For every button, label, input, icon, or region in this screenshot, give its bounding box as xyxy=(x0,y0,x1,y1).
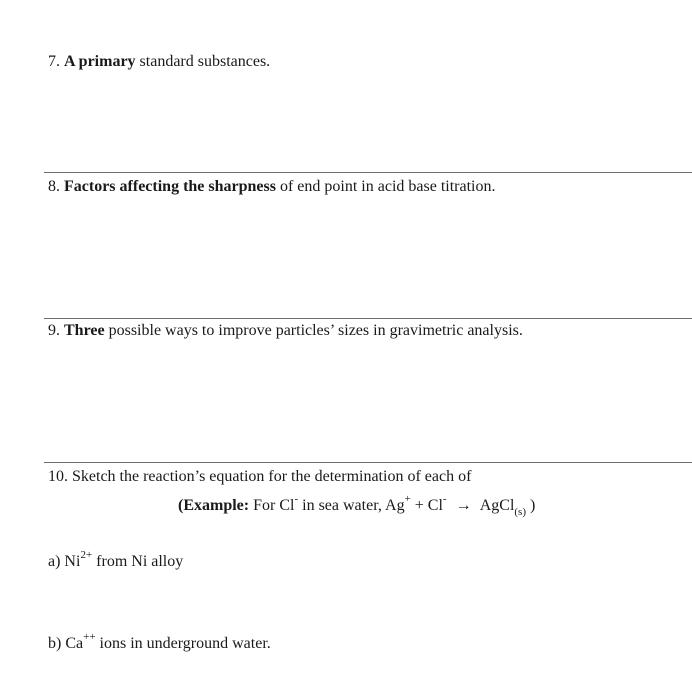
part-a-prefix: a) Ni xyxy=(48,553,81,570)
example-lead-charge: - xyxy=(294,492,299,505)
question-10-example xyxy=(178,492,536,519)
example-context: in sea water, Ag xyxy=(302,497,405,514)
reaction-arrow-icon: → xyxy=(455,497,472,514)
question-7-text: standard substances. xyxy=(139,53,271,70)
part-a-text: from Ni alloy xyxy=(96,553,184,570)
question-9-text: possible ways to improve particles’ sizes in gravimetric analysis. xyxy=(108,322,523,339)
example-lead: For Cl xyxy=(253,497,295,514)
question-7-number: 7. xyxy=(48,53,60,70)
question-7-bold-text: A primary xyxy=(64,53,136,70)
example-cl-charge: - xyxy=(442,492,447,505)
part-b-prefix: b) Ca xyxy=(48,635,84,652)
example-plus-cl: + Cl xyxy=(414,497,443,514)
question-10 xyxy=(48,467,471,487)
part-a-charge: 2+ xyxy=(80,548,93,561)
part-b-text: ions in underground water. xyxy=(99,635,271,652)
example-open-paren: ( xyxy=(178,497,184,514)
question-8-number: 8. xyxy=(48,178,60,195)
divider-line xyxy=(44,462,692,463)
question-8-bold-text: Factors affecting the sharpness xyxy=(64,178,276,195)
question-9-bold-text: Three xyxy=(64,322,105,339)
example-product-state: (s) xyxy=(514,506,526,519)
question-10-part-a xyxy=(48,548,184,572)
example-label: Example: xyxy=(183,497,250,514)
question-10-text: 10. Sketch the reaction’s equation for the determination of each of xyxy=(48,468,472,485)
divider-line xyxy=(44,318,692,319)
example-close-paren: ) xyxy=(530,497,536,514)
example-ag-charge: + xyxy=(404,492,411,505)
question-7 xyxy=(48,52,270,72)
part-b-charge: ++ xyxy=(83,630,96,643)
question-8-text: of end point in acid base titration. xyxy=(279,178,496,195)
question-10-part-b xyxy=(48,630,271,654)
question-9-number: 9. xyxy=(48,322,60,339)
question-9 xyxy=(48,321,523,341)
divider-line xyxy=(44,172,692,173)
example-product: AgCl xyxy=(479,497,515,514)
question-8 xyxy=(48,177,495,197)
